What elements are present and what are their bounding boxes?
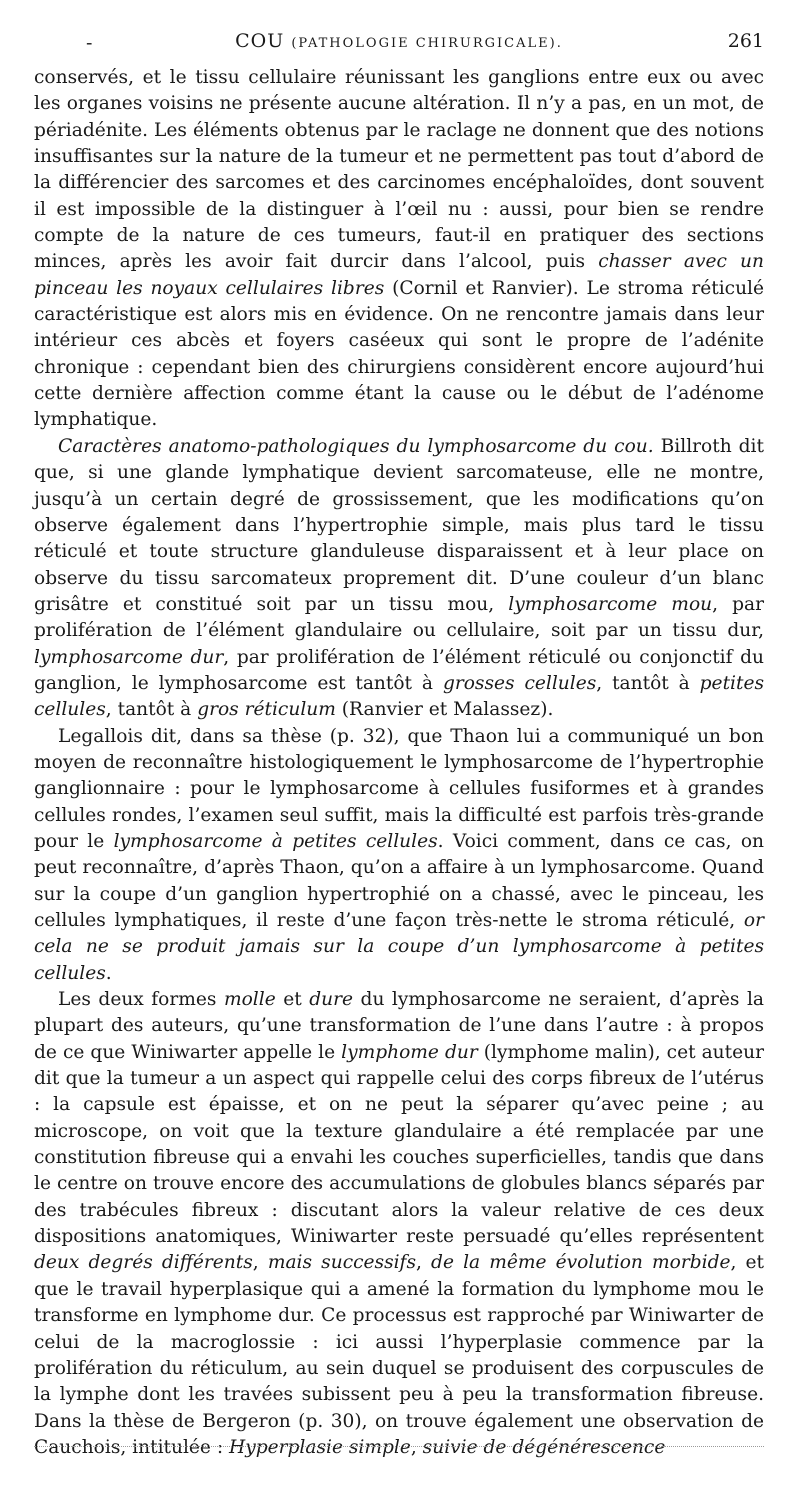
text-segment: du lymphosarcome ne seraient, d’après la plupart des auteurs, qu’une transformation de l’une dans l’autre : à propos de ce que Winiwarter appelle le [34, 989, 765, 1063]
paragraph [34, 65, 764, 434]
text-segment: , tantôt à [105, 699, 198, 721]
text-segment: Legallois dit, dans sa thèse (p. 32), que Thaon lui a communiqué un bon moyen de reconnaître histologiquement le lymphosarcome de l’hypertrophie ganglionnaire : pour le lymphosarcome à cellules fusiformes et à grandes cellules rondes, l’examen seul suffit, mais la difficulté est parfois très-grande pour le [34, 725, 764, 852]
text-segment: . [105, 962, 112, 984]
footer-rule [34, 1446, 764, 1447]
italic-text: Hyperplasie simple [229, 1436, 411, 1458]
text-segment: , [252, 1252, 268, 1274]
text-segment: Les deux formes [58, 989, 224, 1011]
text-segment: , et que le travail hyperplasique qui a amené la formation du lymphome mou le transforme en lymphome dur. Ce processus est rapproché par Winiwarter de celui de la macroglossie : ici aussi l’hyperplasie commence par la prolifération du réticulum, au sein duquel se produisent des corpuscules de la lymphe dont les travées subissent peu à peu la transformation fibreuse. Dans la thèse de Bergeron (p. 30), on trouve également une observation de Cauchois, intitulée : [34, 1252, 765, 1458]
italic-text: chasser avec un pinceau les noyaux cellulaires libres [34, 251, 764, 299]
body-text [34, 65, 764, 1461]
italic-text: suivie de dégénérescence [422, 1436, 666, 1458]
italic-text: petites cellules [34, 672, 764, 721]
text-segment: (Cornil et Ranvier). Le stroma réticulé caractéristique est alors mis en évidence. On ne rencontre jamais dans leur intérieur ces abcès et foyers caséeux qui sont le propre de l’adénite chronique : cependant bien des chirurgiens considèrent encore aujourd’hui cette dernière affection comme étant la cause ou le début de l’adénome lymphatique. [34, 277, 764, 431]
italic-text: mais successifs [267, 1252, 416, 1274]
running-head [34, 30, 764, 58]
italic-text: gros réticulum [197, 699, 336, 721]
italic-text: dure [309, 989, 354, 1011]
italic-text: deux degrés différents [34, 1252, 253, 1274]
text-segment: et [275, 989, 310, 1011]
text-segment: . Voici comment, dans ce cas, on peut reconnaître, d’après Thaon, qu’on a affaire à un lymphosarcome. Quand sur la coupe d’un ganglion hypertrophié on a chassé, avec le pinceau, les cellules lymphatiques, il reste d’une façon très-nette le stroma réticulé, [34, 830, 764, 931]
text-segment: (Ranvier et Malassez). [335, 699, 554, 721]
italic-text: lymphome dur [341, 1041, 478, 1063]
text-segment: , par prolifération de l’élément réticulé ou conjonctif du ganglion, le lymphosarcome est tantôt à [34, 646, 764, 694]
text-segment: conservés, et le tissu cellulaire réunissant les ganglions entre eux ou avec les organes voisins ne présente aucune altération. Il n’y a pas, en un mot, de périadénite. Les éléments obtenus par le raclage ne donnent que des notions insuffisantes sur la nature de la tumeur et ne permettent pas tout d’abord de la différencier des sarcomes et des carcinomes encéphaloïdes, dont souvent il est impossible de la distinguer à l’œil nu : aussi, pour bien se rendre compte de la nature de ces tumeurs, faut-il en pratiquer des sections minces, après les avoir fait durcir dans l’alcool, puis [34, 67, 764, 273]
text-segment: , par prolifération de l’élément glandulaire ou cellulaire, soit par un tissu dur, [34, 593, 765, 642]
text-segment: (lymphome malin), cet auteur dit que la tumeur a un aspect qui rappelle celui des corps fibreux de l’utérus : la capsule est épaisse, et on ne peut la séparer qu’avec peine ; au microscope, on voit que la texture glandulaire a été remplacée par une constitution fibreuse qui a envahi les couches superficielles, tandis que dans le centre on trouve encore des accumulations de globules blancs séparés par des trabécules fibreux : discutant alors la valeur relative de ces deux dispositions anatomiques, Winiwarter reste persuadé qu’elles représentent [34, 1041, 764, 1248]
paragraph [34, 434, 764, 724]
running-head-dash: - [86, 32, 93, 54]
page-number: 261 [727, 30, 764, 52]
running-head-title-paren: (PATHOLOGIE CHIRURGICALE). [291, 36, 563, 51]
italic-text: lymphosarcome mou [508, 593, 713, 615]
paragraph [34, 724, 764, 987]
running-head-title [34, 30, 764, 52]
text-segment: , [410, 1436, 423, 1458]
running-head-title-main: COU [235, 30, 285, 52]
italic-text: grosses cellules [442, 672, 597, 694]
italic-text: lymphosarcome dur [34, 646, 224, 668]
text-segment: Billroth dit que, si une glande lymphatique devient sarcomateuse, elle ne montre, jusqu’à un certain degré de grossissement, que les modifications qu’on observe également dans l’hypertrophie simple, mais plus tard le tissu réticulé et toute structure glanduleuse disparaissent et à leur place on observe du tissu sarcomateux proprement dit. D’une couleur d’un blanc grisâtre et constitué soit par un tissu mou, [34, 435, 764, 615]
italic-text: molle [223, 989, 276, 1011]
paragraph [34, 987, 764, 1461]
italic-text: de la même évolution morbide [431, 1252, 731, 1274]
italic-text: or cela ne se produit jamais sur la coupe d’un lymphosarcome à petites cellules [34, 910, 764, 984]
italic-text: Caractères anatomo-pathologiques du lymphosarcome du cou. [58, 435, 654, 457]
text-segment: , tantôt à [596, 672, 700, 694]
text-segment: , [416, 1252, 432, 1274]
italic-text: lymphosarcome à petites cellules [113, 830, 438, 852]
